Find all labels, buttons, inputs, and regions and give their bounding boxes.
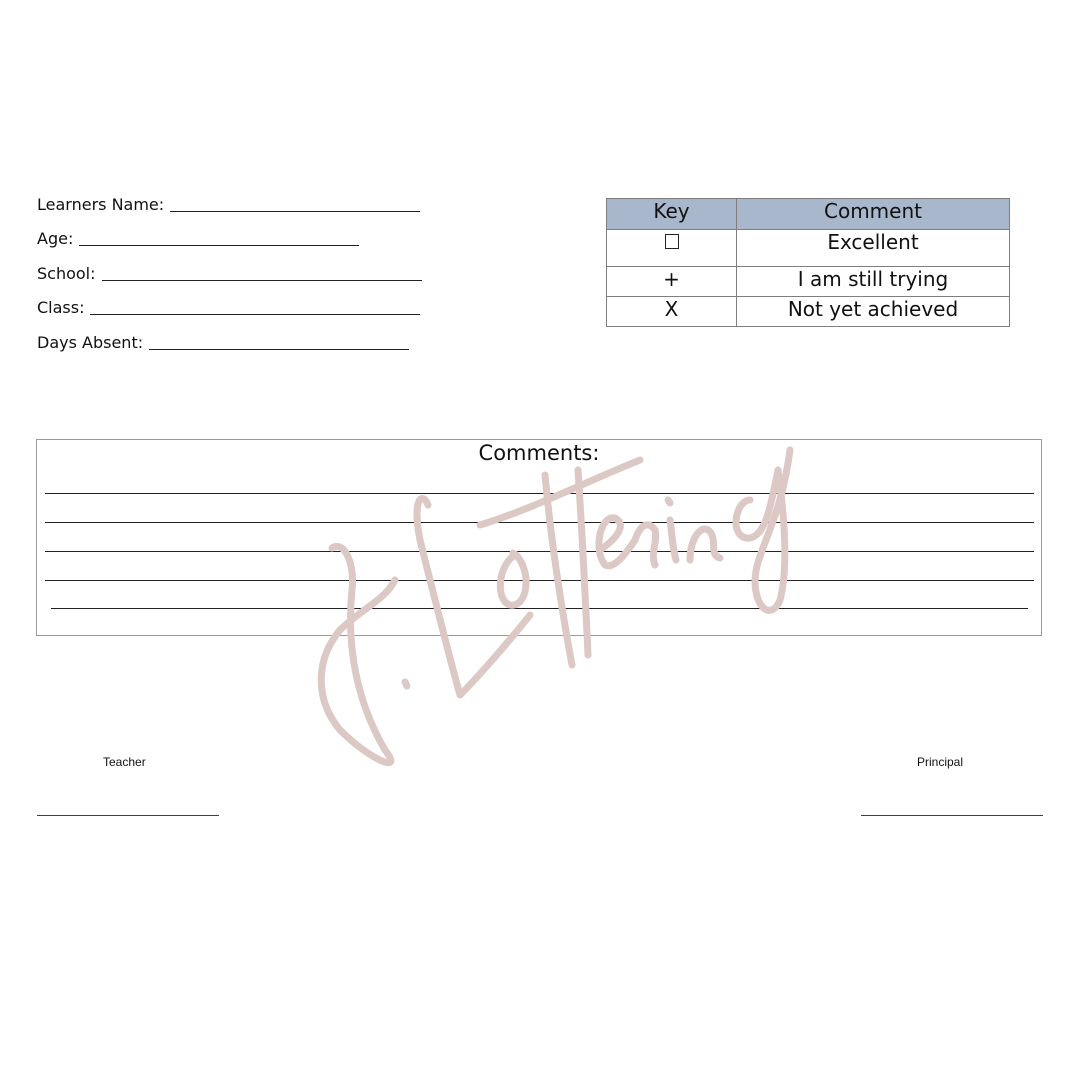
key-table-header-row: [607, 199, 1010, 230]
comment-line[interactable]: [45, 551, 1034, 552]
learner-name-field[interactable]: [37, 195, 420, 215]
key-header: Key: [607, 199, 737, 230]
comment-line[interactable]: [45, 493, 1034, 494]
comment-line[interactable]: [45, 522, 1034, 523]
school-label: School:: [37, 264, 96, 283]
learner-name-label: Learners Name:: [37, 195, 165, 214]
key-table: [606, 198, 1010, 327]
comment-header: Comment: [737, 199, 1010, 230]
key-comment-cell: I am still trying: [737, 267, 1010, 297]
principal-label: Principal: [917, 755, 964, 769]
teacher-signature-line[interactable]: [37, 815, 219, 816]
table-row: [607, 230, 1010, 267]
learner-name-line[interactable]: [170, 195, 420, 212]
class-field[interactable]: [37, 298, 420, 318]
key-symbol-cell: [607, 230, 737, 267]
comment-line[interactable]: [45, 580, 1034, 581]
comments-box[interactable]: [36, 439, 1042, 636]
age-field[interactable]: [37, 229, 359, 249]
table-row: [607, 297, 1010, 327]
class-line[interactable]: [90, 298, 420, 315]
comments-title: Comments:: [478, 441, 600, 465]
age-line[interactable]: [79, 229, 359, 246]
days-absent-field[interactable]: [37, 333, 409, 353]
table-row: [607, 267, 1010, 297]
days-absent-label: Days Absent:: [37, 333, 144, 352]
school-field[interactable]: [37, 264, 422, 284]
principal-signature-line[interactable]: [861, 815, 1043, 816]
class-label: Class:: [37, 298, 85, 317]
teacher-label: Teacher: [103, 755, 146, 769]
empty-square-icon: [665, 234, 679, 249]
age-label: Age:: [37, 229, 74, 248]
key-comment-cell: Not yet achieved: [737, 297, 1010, 327]
school-line[interactable]: [102, 264, 422, 281]
key-symbol-cell: X: [607, 297, 737, 327]
key-symbol-cell: +: [607, 267, 737, 297]
days-absent-line[interactable]: [149, 333, 409, 350]
key-comment-cell: Excellent: [737, 230, 1010, 267]
comment-line[interactable]: [51, 608, 1028, 609]
